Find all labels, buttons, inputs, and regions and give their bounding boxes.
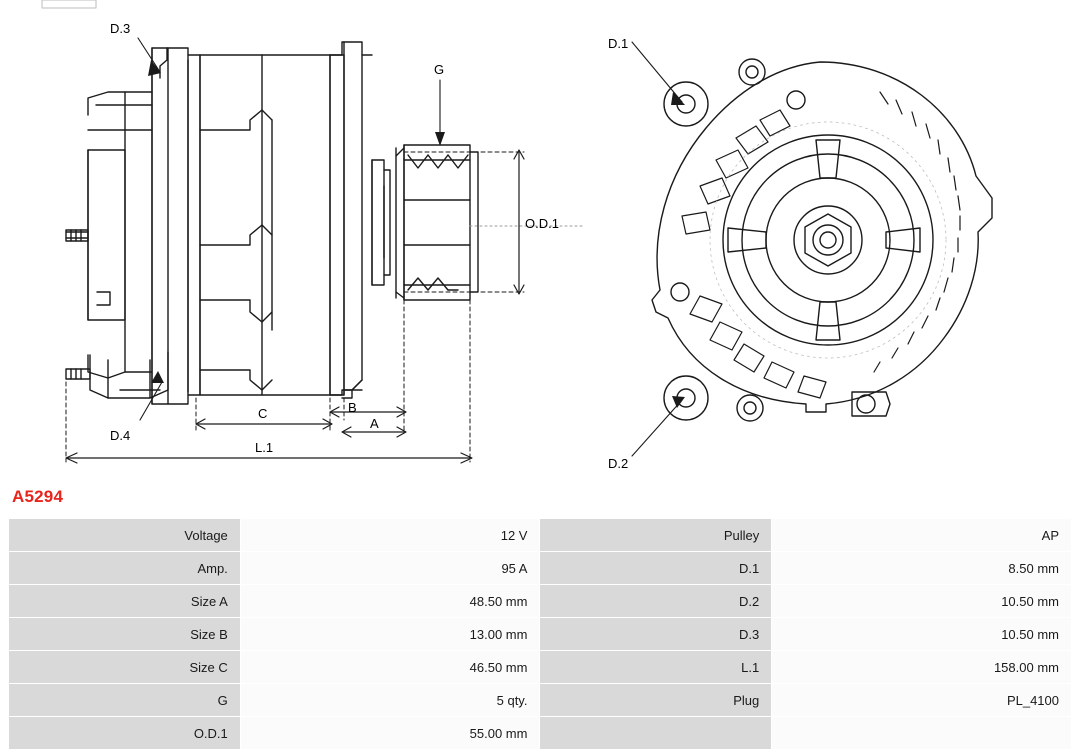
spec-value: 48.50 mm <box>240 585 540 618</box>
spec-value: 13.00 mm <box>240 618 540 651</box>
specification-table <box>8 518 1072 750</box>
callout-g: G <box>434 62 445 77</box>
spec-value: 10.50 mm <box>772 618 1072 651</box>
spec-value: 10.50 mm <box>772 585 1072 618</box>
spec-key-empty <box>540 717 772 750</box>
spec-key: Size C <box>9 651 241 684</box>
callout-a: A <box>370 416 379 431</box>
spec-key: Size B <box>9 618 241 651</box>
spec-key: Voltage <box>9 519 241 552</box>
spec-value: 12 V <box>240 519 540 552</box>
table-row <box>9 717 1072 750</box>
spec-key: Pulley <box>540 519 772 552</box>
spec-key: D.3 <box>540 618 772 651</box>
spec-key: D.1 <box>540 552 772 585</box>
spec-value: AP <box>772 519 1072 552</box>
callout-d4: D.4 <box>110 428 131 443</box>
spec-value: 95 A <box>240 552 540 585</box>
callout-od1: O.D.1 <box>525 216 559 231</box>
spec-table-body <box>9 519 1072 750</box>
table-row <box>9 552 1072 585</box>
callout-d2: D.2 <box>608 456 629 471</box>
callout-b: B <box>348 400 357 415</box>
spec-key: O.D.1 <box>9 717 241 750</box>
spec-key: Size A <box>9 585 241 618</box>
table-row <box>9 651 1072 684</box>
spec-key: L.1 <box>540 651 772 684</box>
spec-value: 55.00 mm <box>240 717 540 750</box>
spec-value-empty <box>772 717 1072 750</box>
callout-d1: D.1 <box>608 36 629 51</box>
spec-key: Amp. <box>9 552 241 585</box>
part-number: A5294 <box>12 487 64 506</box>
spec-value: 158.00 mm <box>772 651 1072 684</box>
spec-key: Plug <box>540 684 772 717</box>
table-row <box>9 684 1072 717</box>
callout-c: C <box>258 406 268 421</box>
table-row <box>9 585 1072 618</box>
spec-value: 8.50 mm <box>772 552 1072 585</box>
callout-d3: D.3 <box>110 21 131 36</box>
spec-key: G <box>9 684 241 717</box>
spec-value: 46.50 mm <box>240 651 540 684</box>
spec-value: 5 qty. <box>240 684 540 717</box>
table-row <box>9 618 1072 651</box>
spec-key: D.2 <box>540 585 772 618</box>
callout-l1: L.1 <box>255 440 274 455</box>
spec-value: PL_4100 <box>772 684 1072 717</box>
table-row <box>9 519 1072 552</box>
